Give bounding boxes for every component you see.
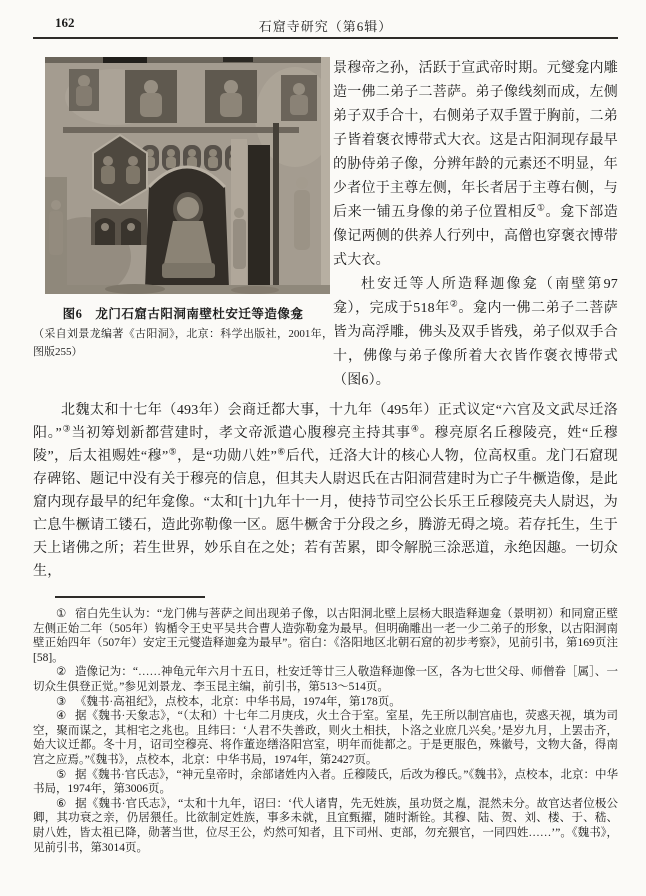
footnote-4	[33, 709, 618, 767]
footnote-text: 据《魏书·天象志》，“（太和）十七年二月庚戌，火土合于室。室星，先王所以制宫庙也，荧惑天视，填为司空，聚而谋之，其相宅之兆也。且纬曰：‘人君不失善政，则火土相扶，卜洛之业庶几兴矣。’是岁九月，上罢击齐，始大议迁都。冬十月，诏司空穆亮、将作董迩缮洛阳宫室，明年而徙都之。于是更服色，殊徽号，文物大备，得南宫之应焉。”《魏书》，点校本，北京：中华书局，1974年，第2427页。	[33, 710, 618, 766]
footnote-text: 宿白先生认为：“龙门佛与菩萨之间出现弟子像，以古阳洞北壁上层杨大眼造释迦龛（景明初）和同窟正壁左侧正始二年（505年）钩楯令王史平吴共合曹人造弥勒龛为最早。但明确雕出一老一少二弟子的形象，以古阳洞南壁正始四年（507年）安定王元燮造释迦龛为最早”。宿白：《洛阳地区北朝石窟的初步考察》，见前引书，第169页注[58]。	[33, 608, 619, 664]
footnote-text: 造像记为：“……神龟元年六月十五日，杜安迁等廿三人敬造释迦像一区，各为七世父母、师僧眷［属］、一切众生俱登正觉。”参见刘景龙、李玉昆主编，前引书，第513～514页。	[33, 666, 618, 693]
paragraph-text: 后代，迁洛大计的核心人物，位高权重。龙门石窟现存碑铭、题记中没有关于穆亮的信息，但其夫人尉迟氏在古阳洞营建时为亡子牛橛造像，是此窟内现存最早的纪年龛像。“太和[十]九年十一月，使持节司空公长乐王丘穆陵亮夫人尉迟，为亡息牛橛请工镂石，造此弥勒像一区。愿牛橛舍于分段之乡，腾游无碍之境。若存托生，生于天上诸佛之所；若生世界，妙乐自在之处；若有苦累，即令解脱三涂恶道，永绝因趣。一切众生，	[33, 449, 618, 579]
paragraph-text: 。龛下部造像记两侧的供养人行列中，高僧也穿褒衣博带式大衣。	[333, 205, 618, 268]
main-text	[33, 399, 618, 583]
column-paragraph-1	[333, 57, 618, 273]
footnote-ref-3: ③	[61, 423, 72, 434]
footnote-2	[33, 665, 618, 694]
figure-caption-source: （采自刘景龙编著《古阳洞》，北京：科学出版社，2001年，图版255）	[33, 328, 333, 358]
cave-relief-photo	[45, 57, 330, 294]
footnotes	[33, 607, 618, 855]
paragraph-text: 北魏太和十七年（493年）会商迁都大事，十九年（495年）正式议定“六宫及文武尽迁洛阳。”	[33, 403, 618, 441]
footnote-marker: ⑥	[56, 797, 67, 810]
footnote-marker: ①	[56, 608, 67, 620]
paragraph-text: 。龛内一佛二弟子二菩萨皆为高浮雕，佛头及双手皆残，弟子似双手合十，佛像与弟子像所着大衣皆作褒衣博带式（图6）。	[333, 301, 619, 388]
footnote-ref-1: ①	[536, 202, 546, 213]
right-column	[333, 57, 618, 393]
header-title: 石窟寺研究（第6辑）	[258, 19, 393, 34]
footnote-1	[33, 607, 618, 665]
footnote-ref-2: ②	[449, 298, 459, 309]
figure-6	[33, 57, 333, 393]
footnote-3	[33, 695, 618, 710]
footnote-text: 据《魏书·官氏志》，“神元皇帝时，余部诸姓内入者。丘穆陵氏，后改为穆氏。”《魏书》，点校本，北京：中华书局，1974年，第3006页。	[33, 768, 618, 796]
footnote-marker: ③	[56, 695, 67, 708]
footnote-text: 《魏书·高祖纪》，点校本，北京：中华书局，1974年，第178页。	[74, 695, 401, 708]
figure-caption-title: 图6 龙门石窟古阳洞南壁杜安迁等造像龛	[62, 307, 304, 321]
paragraph-text: 景穆帝之孙，活跃于宣武帝时期。元燮龛内雕造一佛二弟子二菩萨。弟子像线刻而成，左侧弟子双手合十，右侧弟子双手置于胸前，二弟子皆着褒衣博带式大衣。这是古阳洞现存最早的胁侍弟子像，分辨年龄的元素还不明显，年少者位于主尊左侧，年长者居于主尊右侧，与后来一铺五身像的弟子位置相反	[333, 61, 618, 220]
paragraph-text: ，是“功勋八姓”	[177, 449, 277, 464]
header-rule	[33, 37, 618, 39]
footnote-divider	[55, 596, 205, 598]
footnote-marker: ②	[56, 666, 67, 679]
footnote-text: 据《魏书·官氏志》，“太和十九年，诏曰：‘代人诸胄，先无姓族，虽功贤之胤，混然未分。故官达者位极公卿，其功衰之亲，仍居猥任。比欲制定姓族，事多未就，且宜甄擢，随时渐铨。其穆、陆、贺、刘、楼、于、嵇、尉八姓，皆太祖已降，勋著当世，位尽王公，灼然可知者，且下司州、吏部，勿充猥官，一同四姓……’”。《魏书》，见前引书，第3014页。	[33, 797, 619, 854]
footnote-marker: ⑤	[56, 768, 67, 781]
main-paragraph	[33, 399, 618, 583]
page-number: 162	[55, 15, 75, 30]
footnote-ref-5: ⑤	[168, 446, 178, 457]
top-section	[33, 57, 618, 393]
footnote-ref-4: ④	[410, 423, 420, 434]
paragraph-text: 当初筹划新都营建时，孝文帝派遣心腹穆亮主持其事	[71, 426, 411, 441]
column-paragraph-2	[333, 273, 618, 393]
figure-caption	[33, 304, 333, 361]
page-header	[33, 14, 618, 34]
paragraph-text: 杜安迁等人所造释迦像龛（南壁第97龛），完成于518年	[333, 277, 618, 316]
footnote-5	[33, 768, 618, 797]
footnote-ref-6: ⑥	[276, 446, 286, 457]
footnote-6	[33, 797, 618, 855]
paragraph-text: 。穆亮原名丘穆陵亮，姓“丘穆陵”，后太祖赐姓“穆”	[33, 426, 618, 464]
footnote-marker: ④	[56, 710, 67, 723]
